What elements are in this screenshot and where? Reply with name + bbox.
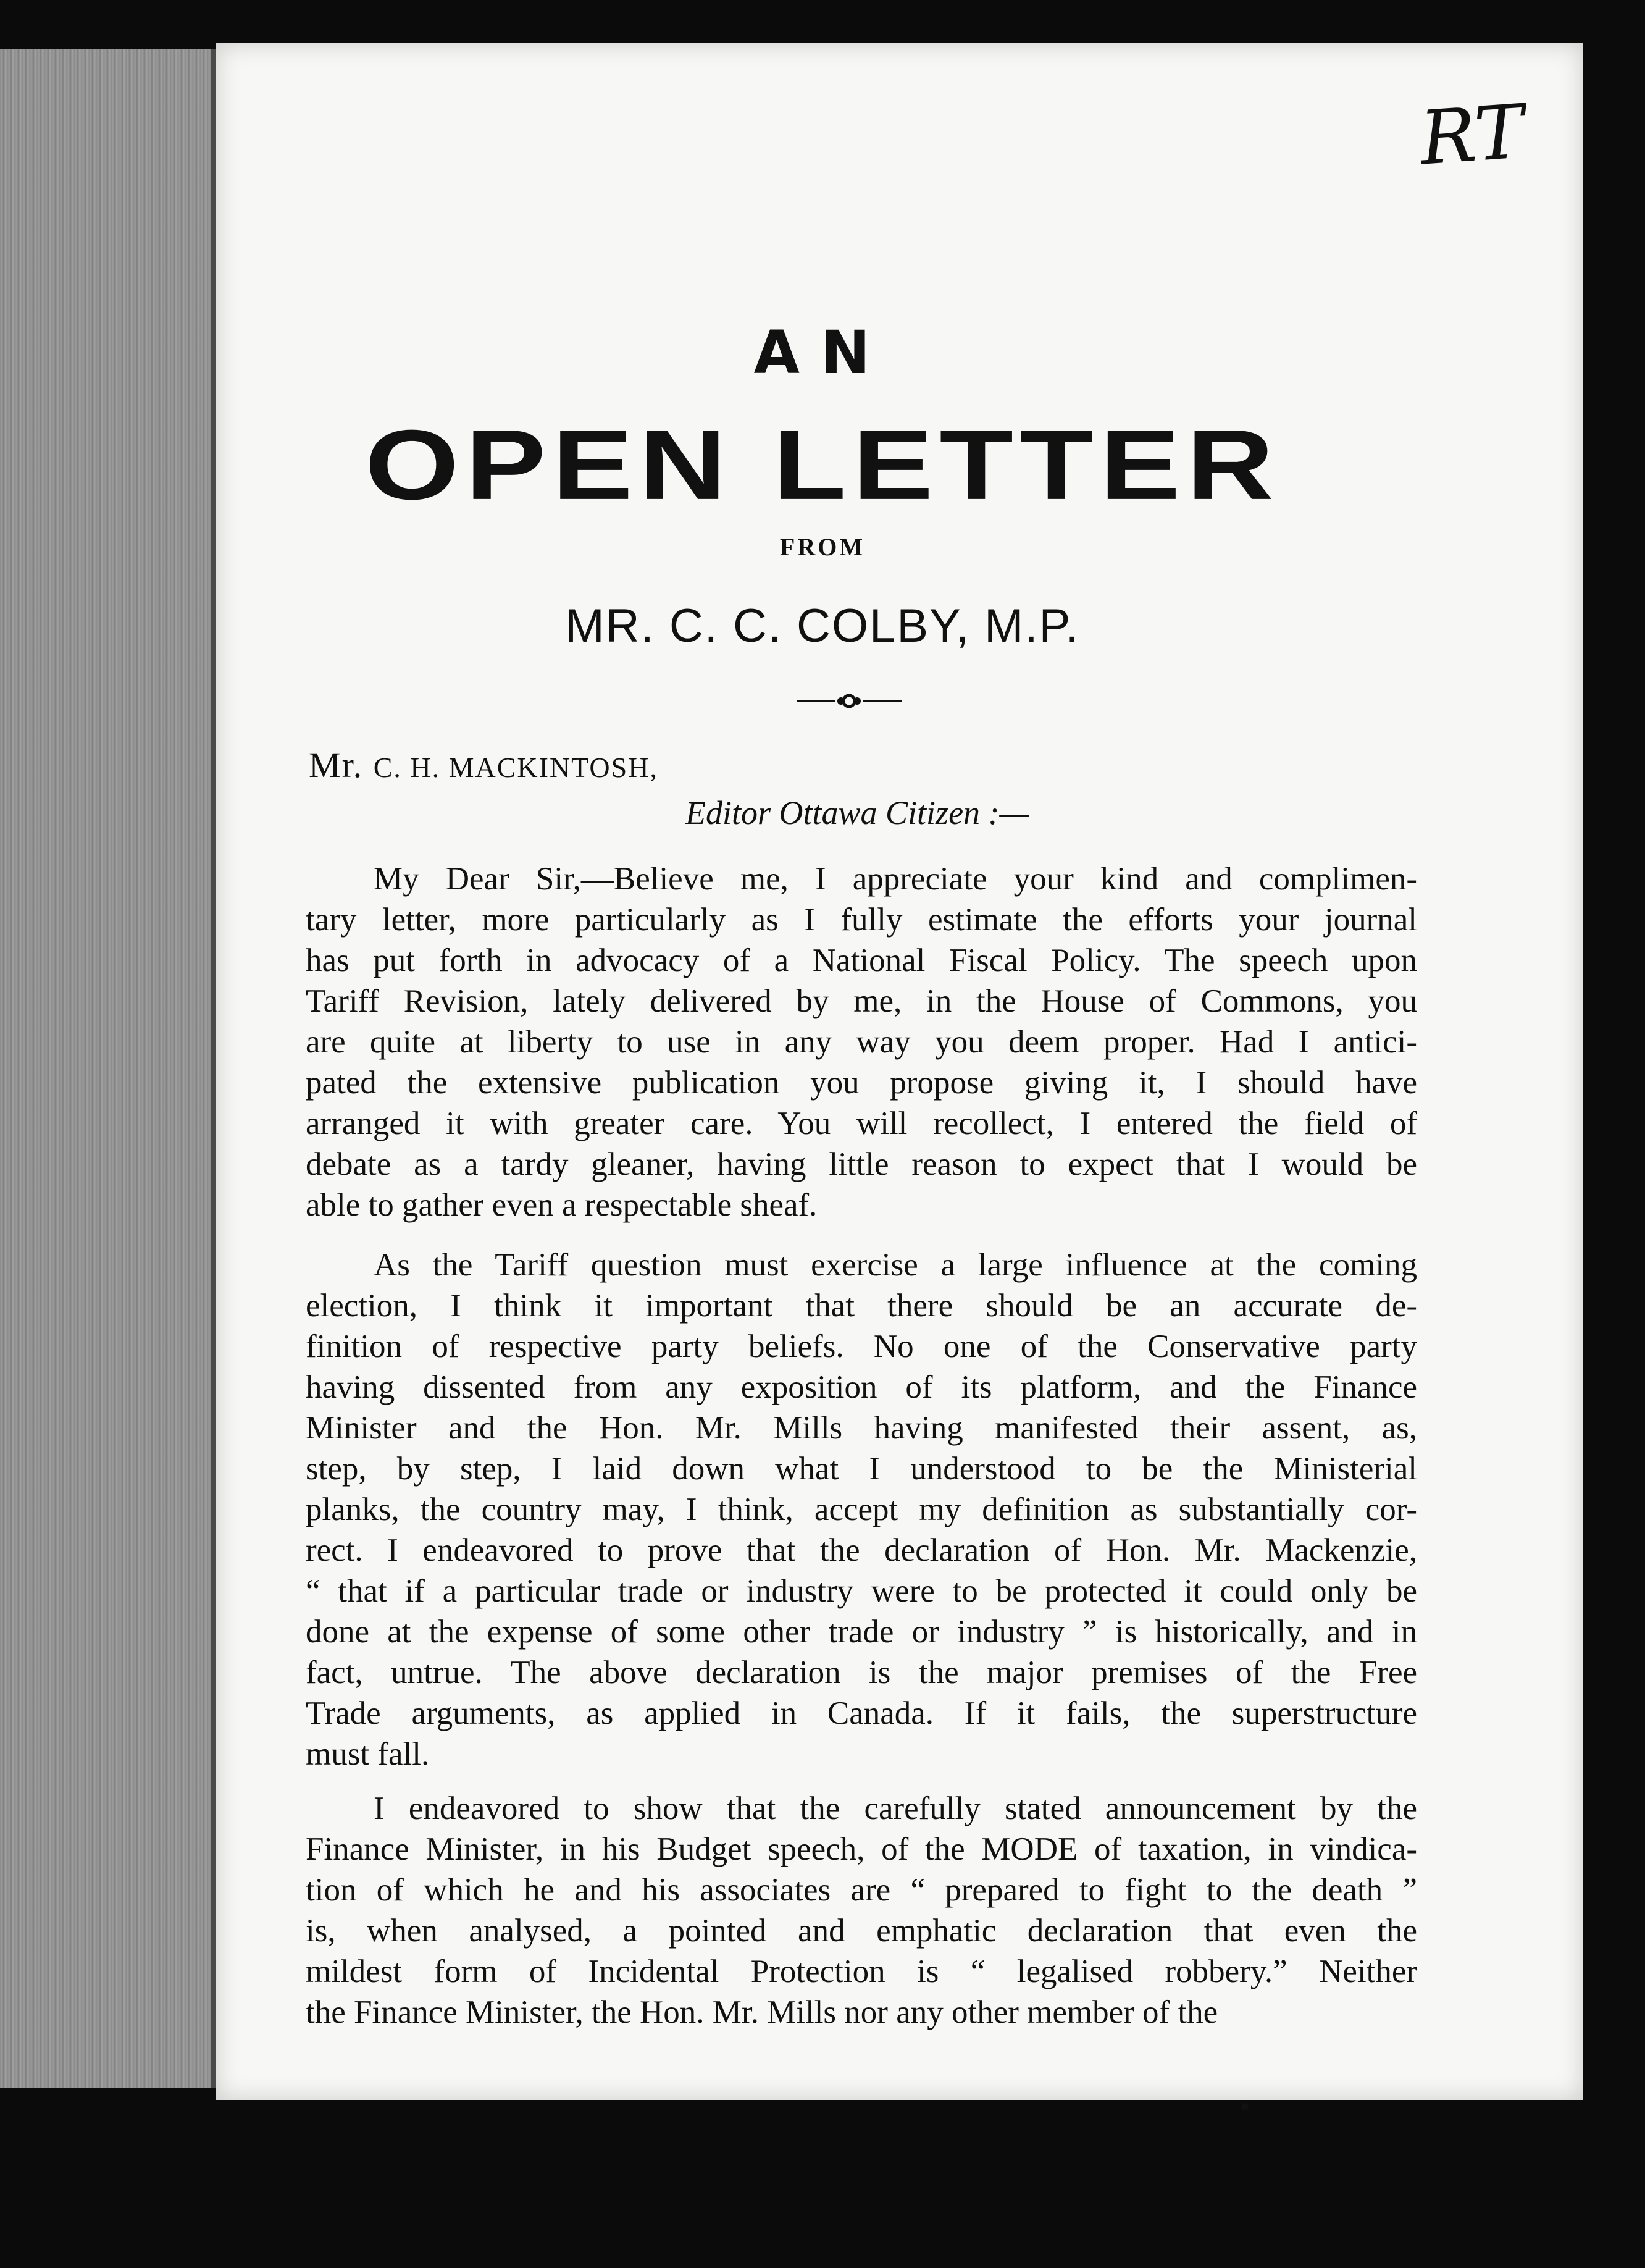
salutation-editor: Editor Ottawa Citizen :— [685,794,1029,831]
title-main: OPEN LETTER [364,409,1281,521]
body-line: As the Tariff question must exercise a large influence at the coming [374,1247,1417,1283]
body-line: My Dear Sir,—Believe me, I appreciate your kind and complimen- [374,861,1417,897]
body-line: must fall. [306,1736,430,1772]
body-line: debate as a tardy gleaner, having little reason to expect that I would be [306,1146,1417,1182]
salutation-line [309,744,658,786]
body-line: are quite at liberty to use in any way you deem proper. Had I antici- [306,1024,1417,1060]
title-from: FROM [779,533,866,561]
body-line: planks, the country may, I think, accept my definition as substantially cor- [306,1492,1417,1527]
body-line: tion of which he and his associates are “ prepared to fight to the death ” [306,1872,1417,1908]
salutation-name: C. H. MACKINTOSH, [373,752,658,783]
body-line: fact, untrue. The above declaration is the major premises of the Free [306,1655,1417,1690]
body-line: the Finance Minister, the Hon. Mr. Mills nor any other member of the [306,1994,1218,2030]
title-an: AN [753,318,892,387]
page-speck [1241,2103,1249,2110]
body-line: Tariff Revision, lately delivered by me, in the House of Commons, you [306,983,1417,1019]
body-line: finition of respective party beliefs. No one of the Conservative party [306,1329,1417,1364]
body-line: Finance Minister, in his Budget speech, of the MODE of taxation, in vindica- [306,1831,1417,1867]
body-line: mildest form of Incidental Protection is “ legalised robbery.” Neither [306,1954,1417,1989]
body-line: having dissented from any exposition of its platform, and the Finance [306,1369,1417,1405]
ornament-divider [797,692,902,710]
body-line: rect. I endeavored to prove that the declaration of Hon. Mr. Mackenzie, [306,1532,1417,1568]
body-line: Minister and the Hon. Mr. Mills having manifested their assent, as, [306,1410,1417,1446]
body-line: able to gather even a respectable sheaf. [306,1187,818,1223]
body-line: I endeavored to show that the carefully stated announcement by the [374,1791,1417,1826]
handwritten-mark: RT [1417,89,1527,182]
body-line: “ that if a particular trade or industry were to be protected it could only be [306,1573,1417,1609]
body-line: is, when analysed, a pointed and emphatic declaration that even the [306,1913,1417,1949]
author-line: MR. C. C. COLBY, M.P. [565,600,1080,652]
body-line: step, by step, I laid down what I understood to be the Ministerial [306,1451,1417,1487]
body-line: tary letter, more particularly as I fully estimate the efforts your journal [306,902,1417,938]
body-line: has put forth in advocacy of a National Fiscal Policy. The speech upon [306,943,1417,978]
body-line: Trade arguments, as applied in Canada. If it fails, the superstructure [306,1695,1417,1731]
body-line: done at the expense of some other trade or industry ” is historically, and in [306,1614,1417,1650]
salutation-title: Mr. [309,745,364,785]
body-line: pated the extensive publication you propose giving it, I should have [306,1065,1417,1101]
body-line: election, I think it important that there should be an accurate de- [306,1288,1417,1324]
body-line: arranged it with greater care. You will recollect, I entered the field of [306,1106,1417,1141]
